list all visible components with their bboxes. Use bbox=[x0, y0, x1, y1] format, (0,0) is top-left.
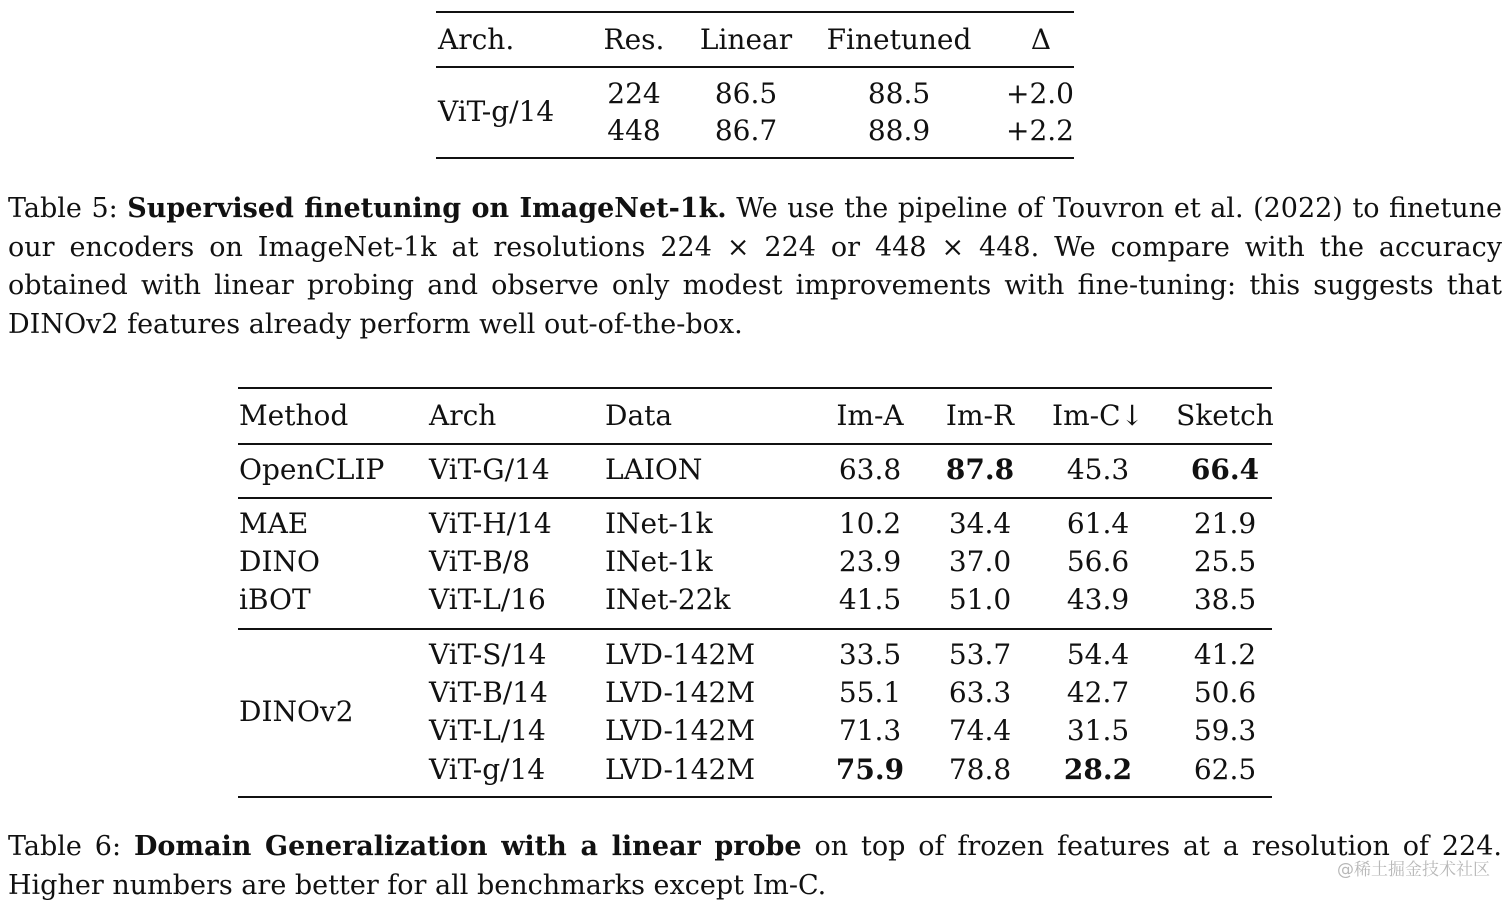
t6-dinov2-l-imc: 31.5 bbox=[1066, 714, 1130, 747]
t6-dinov2-g-sketch: 62.5 bbox=[1193, 753, 1257, 786]
t5-row2-finetuned: 88.9 bbox=[867, 114, 931, 147]
t6-dinov2-g-arch: ViT-g/14 bbox=[429, 753, 546, 786]
table-6-caption bbox=[8, 828, 1502, 905]
t6-dinov2-method: DINOv2 bbox=[239, 695, 354, 728]
t6-header-data: Data bbox=[605, 399, 673, 432]
t5-caption-title: Supervised finetuning on ImageNet-1k. bbox=[127, 193, 727, 224]
t6-header-rule bbox=[238, 443, 1272, 445]
t6-header-ima: Im-A bbox=[836, 399, 904, 432]
t6-dinov2-b-arch: ViT-B/14 bbox=[429, 676, 548, 709]
t6-dinov2-g-ima: 75.9 bbox=[835, 753, 905, 786]
t6-dinov2-b-sketch: 50.6 bbox=[1193, 676, 1257, 709]
t6-header-arch: Arch bbox=[429, 399, 497, 432]
t5-header-res: Res. bbox=[603, 23, 665, 56]
t6-dinov2-s-data: LVD-142M bbox=[605, 638, 756, 671]
t5-row1-res: 224 bbox=[607, 77, 661, 110]
t5-header-finetuned: Finetuned bbox=[826, 23, 972, 56]
t5-mid-rule bbox=[436, 66, 1074, 68]
t6-row-ibot-imr: 51.0 bbox=[948, 583, 1012, 616]
t6-header-imc: Im-C↓ bbox=[1052, 399, 1144, 432]
t6-row-ibot-data: INet-22k bbox=[605, 583, 731, 616]
t5-row2-delta: +2.2 bbox=[1006, 114, 1074, 147]
t6-row-dino-imr: 37.0 bbox=[948, 545, 1012, 578]
t6-row-mae-data: INet-1k bbox=[605, 507, 713, 540]
t5-top-rule bbox=[436, 11, 1074, 13]
t6-row-dino-sketch: 25.5 bbox=[1193, 545, 1257, 578]
t6-openclip-imc: 45.3 bbox=[1066, 453, 1130, 486]
t6-header-imr: Im-R bbox=[945, 399, 1015, 432]
t6-group-rule-2 bbox=[238, 628, 1272, 630]
t6-row-dino-imc: 56.6 bbox=[1066, 545, 1130, 578]
watermark: @稀土掘金技术社区 bbox=[1337, 860, 1490, 880]
t5-row2-res: 448 bbox=[607, 114, 661, 147]
t5-row1-finetuned: 88.5 bbox=[867, 77, 931, 110]
t5-arch-cell: ViT-g/14 bbox=[438, 95, 555, 128]
t6-dinov2-l-sketch: 59.3 bbox=[1193, 714, 1257, 747]
t6-openclip-ima: 63.8 bbox=[838, 453, 902, 486]
t5-header-arch: Arch. bbox=[438, 23, 515, 56]
t6-dinov2-s-imr: 53.7 bbox=[948, 638, 1012, 671]
t6-dinov2-l-ima: 71.3 bbox=[838, 714, 902, 747]
t5-caption-label: Table 5: bbox=[8, 193, 118, 224]
t6-row-ibot-ima: 41.5 bbox=[838, 583, 902, 616]
t6-dinov2-s-arch: ViT-S/14 bbox=[429, 638, 547, 671]
t6-row-mae-imc: 61.4 bbox=[1066, 507, 1130, 540]
t6-dinov2-g-imr: 78.8 bbox=[948, 753, 1012, 786]
t6-dinov2-b-data: LVD-142M bbox=[605, 676, 756, 709]
t6-row-mae-arch: ViT-H/14 bbox=[429, 507, 552, 540]
t5-caption-body: We use the pipeline of Touvron et al. (2022) to finetune our encoders on ImageNet-1k at resolutions 224 × 224 or 448 × 448. We compare with the accuracy obtained with linear probing and observe only modest improvements with fine-tuning: this suggests that DINOv2 features already perform well out-of-the-box. bbox=[8, 193, 1502, 340]
t6-dinov2-b-imc: 42.7 bbox=[1066, 676, 1130, 709]
t6-caption-title: Domain Generalization with a linear probe bbox=[133, 831, 802, 862]
t6-openclip-data: LAION bbox=[605, 453, 703, 486]
t6-openclip-method: OpenCLIP bbox=[239, 453, 385, 486]
t6-row-ibot-sketch: 38.5 bbox=[1193, 583, 1257, 616]
t6-dinov2-b-ima: 55.1 bbox=[838, 676, 902, 709]
t5-header-delta: Δ bbox=[1030, 23, 1052, 56]
t6-group-rule-1 bbox=[238, 497, 1272, 499]
table-5-caption bbox=[8, 190, 1502, 344]
t5-row1-linear: 86.5 bbox=[714, 77, 778, 110]
t6-openclip-sketch: 66.4 bbox=[1190, 453, 1260, 486]
t6-row-dino-ima: 23.9 bbox=[838, 545, 902, 578]
t6-top-rule bbox=[238, 387, 1272, 389]
t6-bottom-rule bbox=[238, 796, 1272, 798]
t6-dinov2-s-imc: 54.4 bbox=[1066, 638, 1130, 671]
t5-row2-linear: 86.7 bbox=[714, 114, 778, 147]
t6-dinov2-l-data: LVD-142M bbox=[605, 714, 756, 747]
t6-dinov2-g-data: LVD-142M bbox=[605, 753, 756, 786]
t5-header-linear: Linear bbox=[699, 23, 793, 56]
t5-bottom-rule bbox=[436, 157, 1074, 159]
t6-dinov2-b-imr: 63.3 bbox=[948, 676, 1012, 709]
t6-dinov2-s-ima: 33.5 bbox=[838, 638, 902, 671]
t6-dinov2-l-imr: 74.4 bbox=[948, 714, 1012, 747]
t6-row-mae-sketch: 21.9 bbox=[1193, 507, 1257, 540]
t6-header-sketch: Sketch bbox=[1176, 399, 1274, 432]
t6-caption-label: Table 6: bbox=[8, 831, 122, 862]
t6-dinov2-g-imc: 28.2 bbox=[1063, 753, 1133, 786]
t6-header-method: Method bbox=[239, 399, 349, 432]
t6-row-dino-arch: ViT-B/8 bbox=[429, 545, 531, 578]
t6-dinov2-l-arch: ViT-L/14 bbox=[429, 714, 546, 747]
t6-row-dino-data: INet-1k bbox=[605, 545, 713, 578]
t6-row-mae-ima: 10.2 bbox=[838, 507, 902, 540]
t6-openclip-arch: ViT-G/14 bbox=[429, 453, 550, 486]
t6-row-ibot-method: iBOT bbox=[239, 583, 311, 616]
t6-caption-body: on top of frozen features at a resolution of 224. Higher numbers are better for all benchmarks except Im-C. bbox=[8, 831, 1502, 901]
t6-row-dino-method: DINO bbox=[239, 545, 320, 578]
t5-row1-delta: +2.0 bbox=[1006, 77, 1074, 110]
t6-dinov2-s-sketch: 41.2 bbox=[1193, 638, 1257, 671]
t6-row-mae-method: MAE bbox=[239, 507, 309, 540]
t6-openclip-imr: 87.8 bbox=[945, 453, 1015, 486]
t6-row-ibot-arch: ViT-L/16 bbox=[429, 583, 546, 616]
t6-row-mae-imr: 34.4 bbox=[948, 507, 1012, 540]
t6-row-ibot-imc: 43.9 bbox=[1066, 583, 1130, 616]
